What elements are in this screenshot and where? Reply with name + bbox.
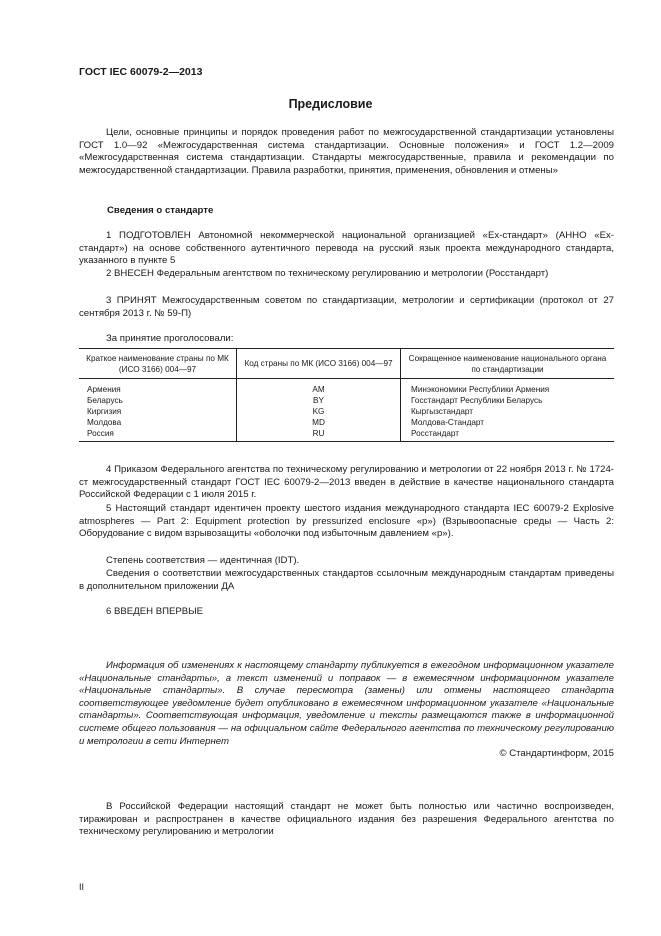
table-row [79, 417, 614, 428]
item-5-identical: 5 Настоящий стандарт идентичен проекту шестого издания международного стандарта IEC 60079-2 Explosive atmospheres — Part 2: Equipment protection by pressurized enclosure «p») (Взрывоопасные среды — Часть 2: Оборудование с видом взрывозащиты «оболочки под избыточным давлением «р»). [79, 503, 614, 540]
col-header-authority: Сокращенное наименование национального органа по стандартизации [401, 349, 615, 379]
voting-countries-table [79, 348, 614, 442]
document-id-header: ГОСТ IEC 60079-2—2013 [79, 66, 203, 78]
country-cell: Киргизия [87, 407, 122, 416]
table-row [79, 406, 614, 417]
col-header-code: Код страны по МК (ИСО 3166) 004—97 [237, 349, 401, 379]
item-2-introduced: 2 ВНЕСЕН Федеральным агентством по техническому регулированию и метрологии (Росстандарт) [106, 268, 549, 279]
country-cell: Армения [87, 385, 121, 394]
item-6-first-introduced: 6 ВВЕДЕН ВПЕРВЫЕ [106, 606, 204, 617]
legal-notice: В Российской Федерации настоящий стандарт не может быть полностью или частично воспроизведен, тиражирован и распространен в качестве официального издания без разрешения Федерального агентства по техническому регулированию и метрологии [79, 801, 614, 838]
table-row [79, 428, 614, 442]
authority-cell: Минэкономики Республики Армения [401, 379, 615, 396]
country-cell: Молдова [87, 418, 122, 427]
changes-notice: Информация об изменениях к настоящему стандарту публикуется в ежегодном информационном указателе «Национальные стандарты», а текст изменений и поправок — в ежемесячном информационном указателе «Национальные стандарты». В случае пересмотра (замены) или отмены настоящего стандарта соответствующее уведомление будет опубликовано в ежемесячном информационном указателе «Национальные стандарты». Соответствующая информация, уведомление и тексты размещаются также в информационной системе общего пользования — на официальном сайте Федерального агентства по техническому регулированию и метрологии в сети Интернет [79, 660, 614, 747]
authority-cell: Госстандарт Республики Беларусь [401, 395, 615, 406]
copyright-line: © Стандартинформ, 2015 [499, 748, 614, 759]
code-cell: AM [237, 379, 401, 396]
page-title: Предисловие [288, 97, 373, 111]
item-5-references: Сведения о соответствии межгосударственных стандартов ссылочным международным стандартам приведены в дополнительном приложении ДА [79, 568, 614, 592]
code-cell: MD [237, 417, 401, 428]
col-header-country: Краткое наименование страны по МК (ИСО 3166) 004—97 [79, 349, 237, 379]
item-3-adopted: 3 ПРИНЯТ Межгосударственным советом по стандартизации, метрологии и сертификации (протокол от 27 сентября 2013 г. № 59-П) [79, 295, 614, 319]
intro-paragraph: Цели, основные принципы и порядок проведения работ по межгосударственной стандартизации установлены ГОСТ 1.0—92 «Межгосударственная система стандартизации. Основные положения» и ГОСТ 1.2—2009 «Межгосударственная система стандартизации. Стандарты межгосударственные, правила и рекомендации по межгосударственной стандартизации. Правила разработки, принятия, применения, обновления и отмены» [79, 127, 614, 176]
table-header-row [79, 349, 614, 379]
item-1-prepared: 1 ПОДГОТОВЛЕН Автономной некоммерческой национальной организацией «Ex-стандарт» (АННО «Ex-стандарт») на основе собственного аутентичного перевода на русский язык проекта международного стандарта, указанного в пункте 5 [79, 230, 614, 267]
code-cell: BY [237, 395, 401, 406]
authority-cell: Кыргызстандарт [401, 406, 615, 417]
page-number: II [79, 882, 85, 892]
country-cell: Беларусь [87, 396, 123, 405]
code-cell: RU [237, 428, 401, 442]
authority-cell: Росстандарт [401, 428, 615, 442]
item-4-order: 4 Приказом Федерального агентства по техническому регулированию и метрологии от 22 ноября 2013 г. № 1724-ст межгосударственный стандарт ГОСТ IEC 60079-2—2013 введен в действие в качестве национального стандарта Российской Федерации с 1 июля 2015 г. [79, 464, 614, 501]
table-row [79, 379, 614, 396]
table-row [79, 395, 614, 406]
authority-cell: Молдова-Стандарт [401, 417, 615, 428]
code-cell: KG [237, 406, 401, 417]
country-cell: Россия [79, 428, 237, 442]
voted-label: За принятие проголосовали: [106, 333, 234, 344]
standard-info-heading: Сведения о стандарте [107, 205, 214, 216]
item-5-degree: Степень соответствия — идентичная (IDT). [106, 555, 300, 566]
